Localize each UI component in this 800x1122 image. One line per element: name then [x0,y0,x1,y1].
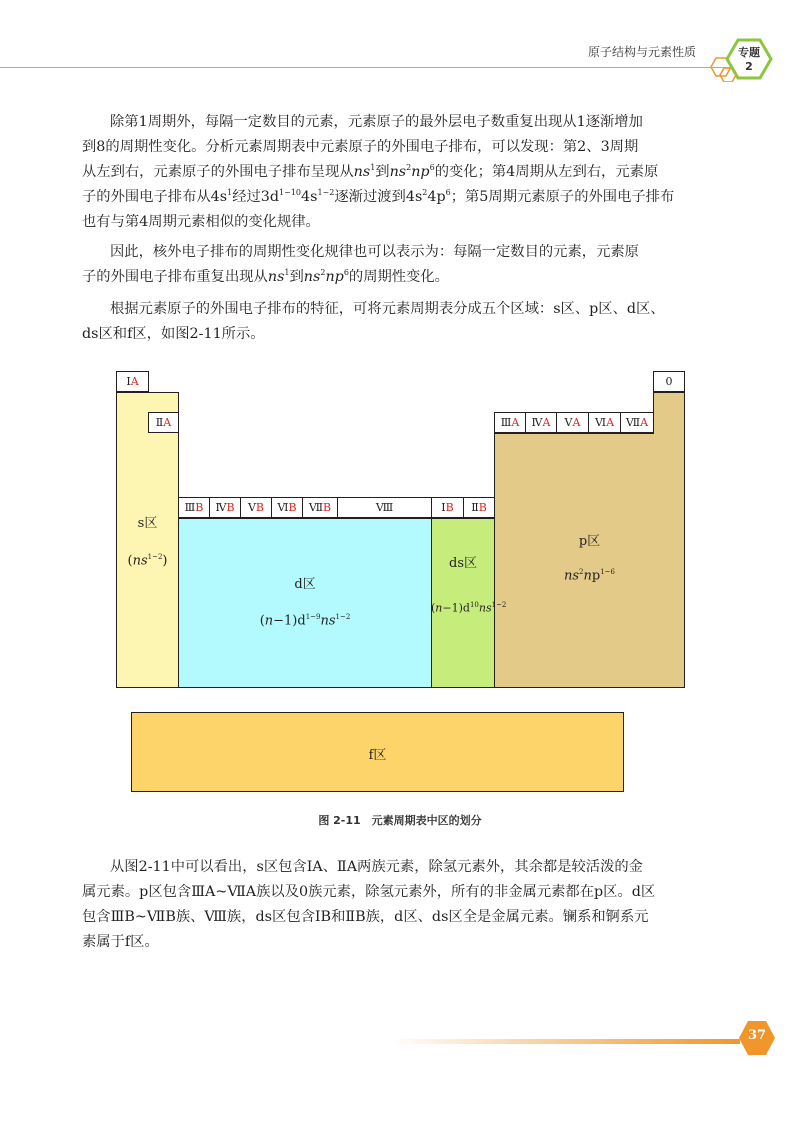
group-IA: ⅠA [116,371,149,392]
group-VA: ⅤA [556,412,589,433]
d-block [178,518,432,688]
group-IIIB: ⅢB [178,497,210,518]
p-block-name: p区 [578,534,601,549]
footer-rule [390,1039,740,1044]
p-block [494,433,685,688]
group-IVA: ⅣA [525,412,557,433]
p-block-top [653,392,685,434]
f-block-name: f区 [368,748,387,763]
d-block-name: d区 [294,577,316,592]
group-IVB: ⅣB [209,497,241,518]
p-block-config: $ns^2np^{1\sim 6}$ [564,568,615,584]
group-IIB: ⅡB [463,497,495,518]
group-VIIA: ⅦA [620,412,654,433]
paragraph-2: 因此，核外电子排布的周期性变化规律也可以表示为：每隔一定数目的元素，元素原 子的外围电子排布重复出现从$ns^1$到$ns^2np^6$的周期性变化。 [82,244,639,285]
paragraph-3: 根据元素原子的外围电子排布的特征，可将元素周期表分成五个区域：s区、p区、d区、 ds区和f区，如图2-11所示。 [82,301,665,342]
chapter-badge [708,30,788,82]
paragraph-4: 从图2-11中可以看出，s区包含ⅠA、ⅡA两族元素，除氢元素外，其余都是较活泼的金 属元素。p区包含ⅢA~ⅦA族以及0族元素，除氢元素外，所有的非金属元素都在p区。d区 包含ⅢB~ⅦB族、Ⅷ族，ds区包含ⅠB和ⅡB族，d区、ds区全是金属元素。镧系和锕系元 素属于f区。 [82,859,656,950]
group-VIA: ⅥA [588,412,621,433]
page-number: 37 [747,1028,767,1043]
ds-block-config: $(n-1)d^{10}ns^{1\sim 2}$ [431,601,507,615]
group-IIIA: ⅢA [494,412,526,433]
badge-label: 专题 [738,46,760,59]
group-IIA: ⅡA [148,412,179,433]
badge-number: 2 [745,60,753,73]
s-block-config: $(ns^{1\sim 2})$ [127,553,168,569]
header-rule [0,67,730,68]
d-block-config: $(n-1)d^{1\sim 9}ns^{1\sim 2}$ [259,613,351,629]
group-VIII: Ⅷ [337,497,432,518]
chapter-title: 原子结构与元素性质 [588,45,697,59]
group-0: 0 [653,371,685,392]
figure-caption: 图 2-11 元素周期表中区的划分 [318,814,482,827]
group-VIIB: ⅦB [302,497,338,518]
s-block [116,392,179,688]
group-IB: ⅠB [431,497,464,518]
ds-block-name: ds区 [449,556,477,571]
s-block-name: s区 [137,516,158,531]
paragraph-1: 除第1周期外，每隔一定数目的元素，元素原子的最外层电子数重复出现从1逐渐增加 到8的周期性变化。分析元素周期表中元素原子的外围电子排布，可以发现：第2、3周期 从左到右，元素原子的外围电子排布呈现从$ns^1$到$ns^2np^6$的变化；第4周期从左到右，元素原 子的外围电子排布从$4s^1$经过$3d^{1\sim 10}4s^{1\sim 2}$逐渐过渡到$4s^24p^6$；第5周期元素原子的外围电子排布 也有与第4周期元素相似的变化规律。 [82,114,675,230]
group-VB: ⅤB [240,497,272,518]
group-VIB: ⅥB [271,497,303,518]
